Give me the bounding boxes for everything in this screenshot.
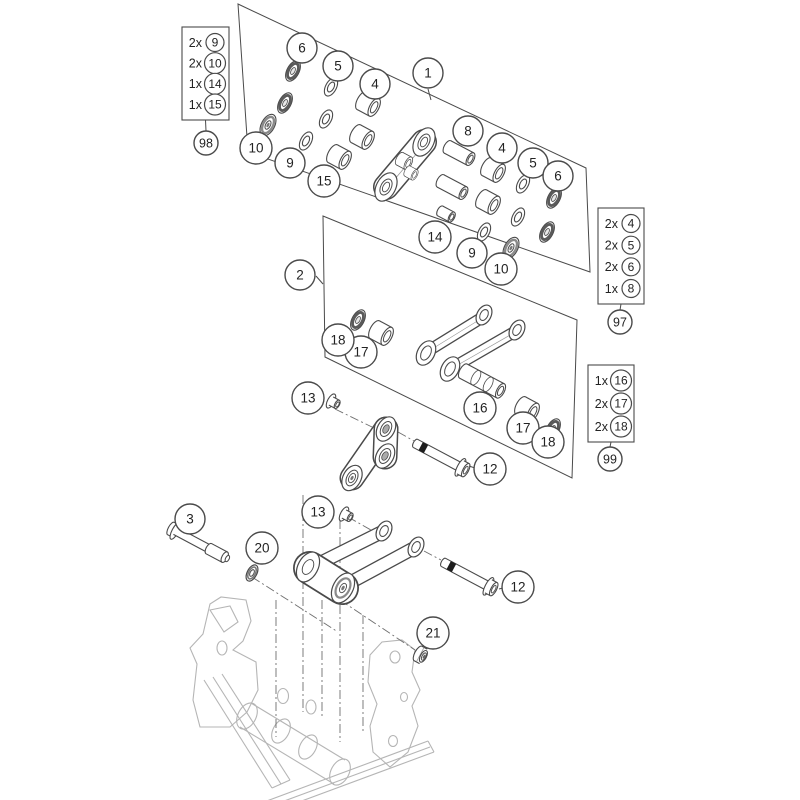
callout-4[interactable] <box>360 69 390 99</box>
frame-right-plate <box>368 640 420 767</box>
legend-ref-label: 6 <box>627 260 635 275</box>
callout-12[interactable] <box>502 571 534 603</box>
callout-3[interactable] <box>175 504 205 534</box>
callout-9[interactable] <box>457 238 487 268</box>
legend-ref-label: 9 <box>211 35 219 50</box>
legend-qty-label: 2x <box>604 238 618 253</box>
legend-stem <box>620 304 621 310</box>
legend-ref-label: 5 <box>627 238 635 253</box>
legend-bubble-97-label: 97 <box>613 315 627 330</box>
callout-12-label: 12 <box>510 579 526 595</box>
legend-ref-label: 4 <box>627 216 635 231</box>
legend-ref-label: 18 <box>614 419 628 434</box>
legend-bubble-97[interactable] <box>608 310 632 334</box>
callout-14[interactable] <box>419 221 451 253</box>
callout-6-label: 6 <box>554 168 562 184</box>
frame-hole <box>390 651 400 663</box>
legend-stem <box>206 120 207 131</box>
callout-16[interactable] <box>464 392 496 424</box>
lower-link-part <box>292 518 427 606</box>
callout-18[interactable] <box>322 324 354 356</box>
callout-8-label: 8 <box>464 123 472 139</box>
washer-part-20 <box>244 563 261 583</box>
legend-ref-label: 8 <box>627 281 635 296</box>
legend-98 <box>182 27 229 155</box>
callout-1-label: 1 <box>424 65 432 81</box>
legend-row-99-18 <box>595 416 632 437</box>
tube-part-14 <box>435 205 457 223</box>
callout-13-label: 13 <box>310 504 326 520</box>
seal-part-6 <box>275 90 296 115</box>
callout-2[interactable] <box>285 260 315 290</box>
bushing-part-4 <box>473 188 503 217</box>
callout-5[interactable] <box>323 51 353 81</box>
legend-bubble-99-label: 99 <box>603 452 617 467</box>
legend-qty-label: 2x <box>604 260 618 275</box>
legend-97 <box>598 208 644 334</box>
washer-part-5 <box>317 108 336 130</box>
legend-bubble-99[interactable] <box>598 447 622 471</box>
legend-ref-label: 14 <box>208 77 222 92</box>
frame-hole <box>389 736 398 747</box>
callout-8[interactable] <box>453 116 483 146</box>
frame-hole <box>401 693 408 702</box>
callout-3-label: 3 <box>186 511 194 527</box>
callout-1[interactable] <box>413 58 443 88</box>
callout-13[interactable] <box>292 382 324 414</box>
frame-left-plate <box>190 597 258 727</box>
legend-qty-label: 2x <box>604 216 618 231</box>
legend-ref-label: 15 <box>208 97 222 112</box>
callout-12[interactable] <box>474 453 506 485</box>
bolt-part-12 <box>437 553 501 599</box>
washer-part-5 <box>509 206 528 228</box>
callout-21[interactable] <box>417 617 449 649</box>
callout-2-label: 2 <box>296 267 304 283</box>
legend-row-99-16 <box>595 370 632 391</box>
callout-18[interactable] <box>532 426 564 458</box>
legend-qty-label: 2x <box>594 396 608 411</box>
callout-10[interactable] <box>240 132 272 164</box>
callout-5-label: 5 <box>334 58 342 74</box>
frame-left-rail <box>204 674 290 788</box>
callout-5-label: 5 <box>529 155 537 171</box>
callout-13[interactable] <box>302 496 334 528</box>
frame-left-plate-detail <box>210 606 238 632</box>
callout-17-label: 17 <box>515 420 531 436</box>
seal-part-18 <box>348 307 369 332</box>
legend-99 <box>588 365 634 471</box>
seal-part-6 <box>537 219 558 244</box>
callout-18-label: 18 <box>540 434 556 450</box>
callout-17-label: 17 <box>353 344 369 360</box>
washer-part-9 <box>297 130 316 152</box>
bolt-part-12 <box>409 434 473 480</box>
callout-6-label: 6 <box>298 40 306 56</box>
legend-ref-label: 17 <box>614 396 628 411</box>
callout-16-label: 16 <box>472 400 488 416</box>
legend-stem <box>610 442 611 447</box>
callout-14-label: 14 <box>427 229 443 245</box>
frame-cross-tube <box>232 689 354 789</box>
tube-part-8 <box>434 173 470 201</box>
callout-15-label: 15 <box>316 173 332 189</box>
legend-row-98-10 <box>189 53 226 74</box>
callout-9-label: 9 <box>286 155 294 171</box>
legend-row-98-15 <box>189 94 226 115</box>
legend-qty-label: 2x <box>188 35 202 50</box>
callout-9-label: 9 <box>468 245 476 261</box>
callout-21-label: 21 <box>425 625 441 641</box>
legend-qty-label: 2x <box>188 56 202 71</box>
callout-6[interactable] <box>287 33 317 63</box>
legend-ref-label: 10 <box>208 56 222 71</box>
legend-row-98-14 <box>189 73 226 94</box>
frame-hole <box>217 641 227 655</box>
upper-rocker-link-part <box>370 124 439 205</box>
callout-13-label: 13 <box>300 390 316 406</box>
bushing-part-4 <box>347 123 377 152</box>
callout-4[interactable] <box>487 133 517 163</box>
legend-qty-label: 1x <box>604 281 618 296</box>
legend-qty-label: 1x <box>188 97 202 112</box>
callout-15[interactable] <box>308 165 340 197</box>
legend-row-99-17 <box>595 393 632 414</box>
callout-4-label: 4 <box>498 140 506 156</box>
callout-10-label: 10 <box>493 261 509 277</box>
legend-qty-label: 1x <box>594 373 608 388</box>
callout-20-label: 20 <box>254 540 270 556</box>
legend-qty-label: 2x <box>594 419 608 434</box>
callout-6[interactable] <box>543 161 573 191</box>
callout-10-label: 10 <box>248 140 264 156</box>
legend-ref-label: 16 <box>614 373 628 388</box>
callout-12-label: 12 <box>482 461 498 477</box>
callout-4-label: 4 <box>371 76 379 92</box>
callout-9[interactable] <box>275 148 305 178</box>
legend-bubble-98-label: 98 <box>199 136 213 151</box>
legend-bubble-98[interactable] <box>194 131 218 155</box>
collar-part-13 <box>324 393 343 413</box>
callout-18-label: 18 <box>330 332 346 348</box>
frame-ghost-drawing <box>190 597 434 800</box>
legend-qty-label: 1x <box>188 77 202 92</box>
callout-10[interactable] <box>485 253 517 285</box>
callout-20[interactable] <box>246 532 278 564</box>
